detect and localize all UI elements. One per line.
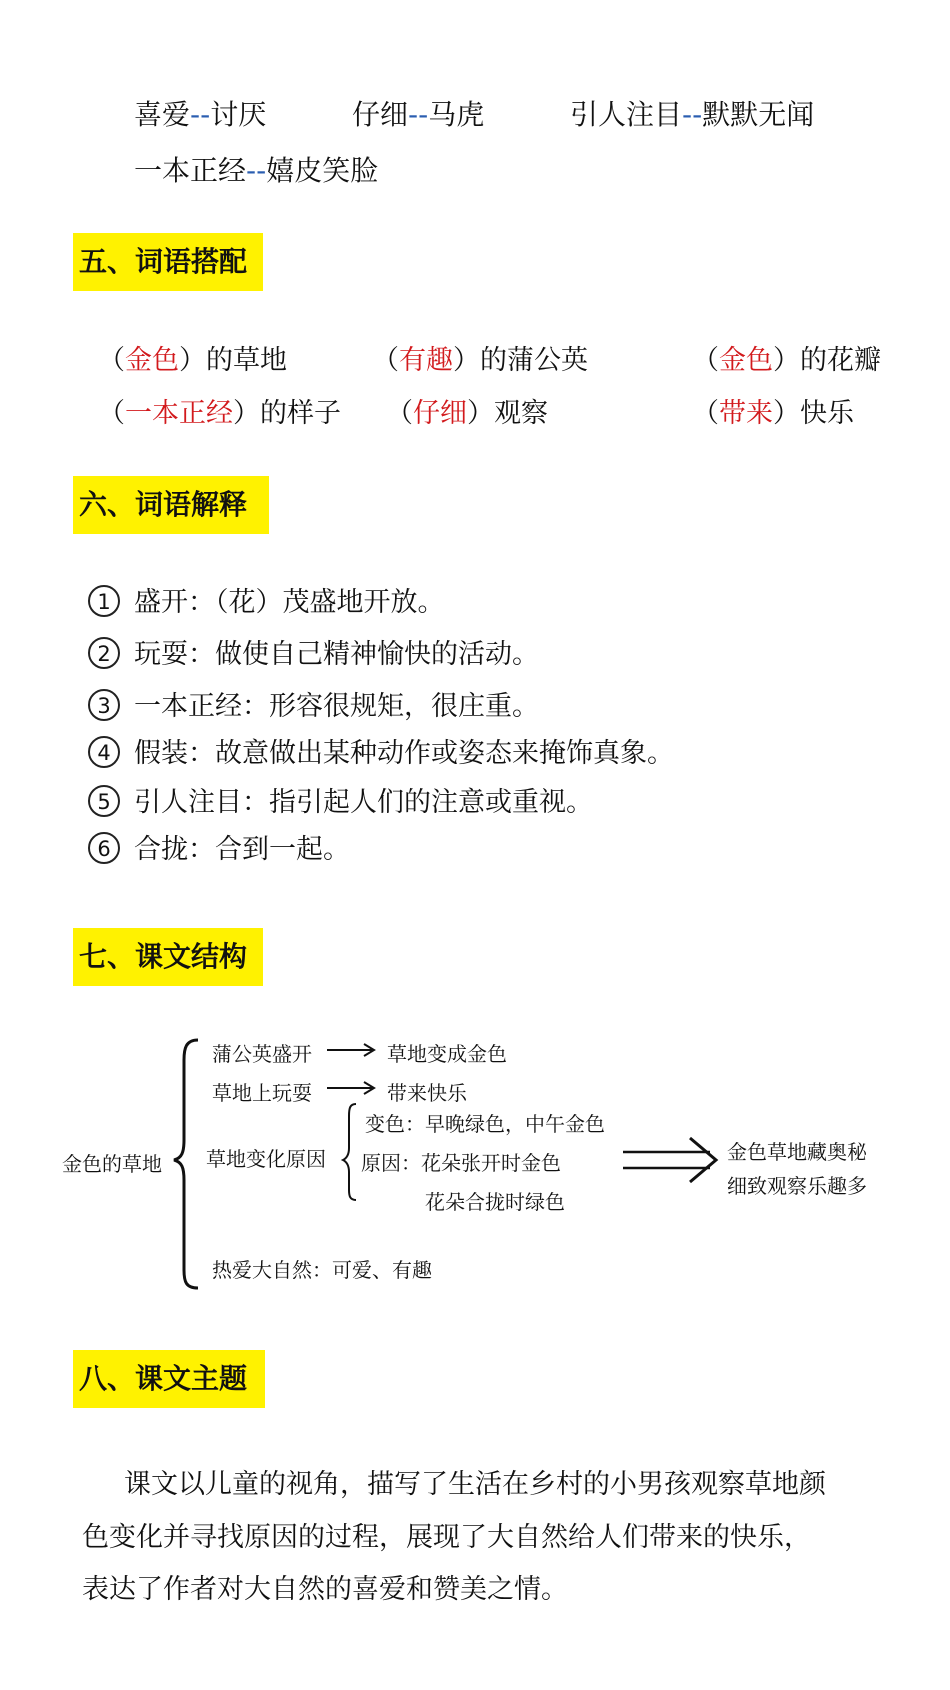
circled-number: 4 <box>88 736 120 768</box>
section-heading-8: 八、课文主题 <box>73 1350 265 1408</box>
bracket-open: （ <box>692 345 719 376</box>
definition-item <box>88 684 539 724</box>
antonym-dash: -- <box>682 98 703 131</box>
matching-rest: 的样子 <box>260 398 341 429</box>
section-heading-5: 五、词语搭配 <box>73 233 263 291</box>
answer-word: 金色 <box>125 345 179 376</box>
matching-item <box>692 338 881 377</box>
matching-rest: 的草地 <box>206 345 287 376</box>
structure-branch-1-result: 草地变成金色 <box>387 1042 507 1066</box>
matching-rest: 观察 <box>494 398 548 429</box>
antonym-left: 引人注目 <box>570 98 683 131</box>
antonym-dash: -- <box>246 154 267 187</box>
definition-item <box>88 632 539 672</box>
structure-branch-3: 草地变化原因 <box>206 1147 326 1171</box>
answer-word: 带来 <box>719 398 773 429</box>
structure-conclusion-2: 细致观察乐趣多 <box>727 1174 867 1198</box>
answer-word: 有趣 <box>399 345 453 376</box>
definition-item <box>88 580 445 620</box>
structure-sub-2: 原因：花朵张开时金色 <box>361 1151 561 1175</box>
answer-word: 仔细 <box>413 398 467 429</box>
structure-branch-2: 草地上玩耍 <box>212 1081 312 1105</box>
matching-item <box>692 391 854 430</box>
structure-root: 金色的草地 <box>62 1152 162 1176</box>
structure-conclusion-1: 金色草地藏奥秘 <box>727 1140 867 1164</box>
theme-line-2: 色变化并寻找原因的过程，展现了大自然给人们带来的快乐， <box>82 1522 811 1553</box>
section-heading-7: 七、课文结构 <box>73 928 263 986</box>
bracket-open: （ <box>98 398 125 429</box>
sub-brace <box>343 1104 356 1200</box>
bracket-open: （ <box>372 345 399 376</box>
definition-text: 合拢：合到一起。 <box>134 834 350 865</box>
main-brace <box>174 1040 198 1288</box>
definition-text: 引人注目：指引起人们的注意或重视。 <box>134 787 593 818</box>
bracket-close: ） <box>453 345 480 376</box>
matching-rest: 快乐 <box>800 398 854 429</box>
antonym-pair <box>134 149 378 189</box>
answer-word: 金色 <box>719 345 773 376</box>
circled-number: 2 <box>88 637 120 669</box>
bracket-close: ） <box>773 398 800 429</box>
definition-text: 假装：故意做出某种动作或姿态来掩饰真象。 <box>134 738 674 769</box>
antonym-pair <box>352 93 484 133</box>
bracket-close: ） <box>179 345 206 376</box>
circled-number: 5 <box>88 785 120 817</box>
structure-branch-4: 热爱大自然：可爱、有趣 <box>212 1258 432 1282</box>
matching-item <box>372 338 588 377</box>
definition-item <box>88 780 593 820</box>
matching-item <box>98 338 287 377</box>
antonym-dash: -- <box>408 98 429 131</box>
circled-number: 3 <box>88 689 120 721</box>
bracket-open: （ <box>692 398 719 429</box>
theme-line-1: 课文以儿童的视角，描写了生活在乡村的小男孩观察草地颜 <box>124 1469 826 1500</box>
definition-text: 一本正经：形容很规矩，很庄重。 <box>134 691 539 722</box>
matching-item <box>386 391 548 430</box>
circled-number: 1 <box>88 585 120 617</box>
structure-branch-2-result: 带来快乐 <box>387 1081 467 1105</box>
antonym-dash: -- <box>190 98 211 131</box>
antonym-left: 一本正经 <box>134 154 247 187</box>
matching-rest: 的蒲公英 <box>480 345 588 376</box>
bracket-open: （ <box>98 345 125 376</box>
definition-item <box>88 731 674 771</box>
antonym-left: 仔细 <box>352 98 409 131</box>
antonym-left: 喜爱 <box>134 98 191 131</box>
antonym-right: 嬉皮笑脸 <box>266 154 379 187</box>
antonym-right: 默默无闻 <box>702 98 815 131</box>
bracket-close: ） <box>467 398 494 429</box>
bracket-close: ） <box>233 398 260 429</box>
definition-text: 玩耍：做使自己精神愉快的活动。 <box>134 639 539 670</box>
antonym-right: 马虎 <box>428 98 485 131</box>
matching-item <box>98 391 341 430</box>
matching-rest: 的花瓣 <box>800 345 881 376</box>
bracket-close: ） <box>773 345 800 376</box>
circled-number: 6 <box>88 832 120 864</box>
double-arrow-head <box>690 1138 716 1182</box>
section-heading-6: 六、词语解释 <box>73 476 269 534</box>
structure-sub-1: 变色：早晚绿色，中午金色 <box>365 1112 605 1136</box>
answer-word: 一本正经 <box>125 398 233 429</box>
definition-item <box>88 827 350 867</box>
antonym-pair <box>570 93 814 133</box>
bracket-open: （ <box>386 398 413 429</box>
definition-text: 盛开：（花）茂盛地开放。 <box>134 587 445 618</box>
antonym-right: 讨厌 <box>210 98 267 131</box>
antonym-pair <box>134 93 266 133</box>
theme-line-3: 表达了作者对大自然的喜爱和赞美之情。 <box>82 1574 568 1605</box>
structure-sub-3: 花朵合拢时绿色 <box>425 1190 565 1214</box>
structure-branch-1: 蒲公英盛开 <box>212 1042 312 1066</box>
